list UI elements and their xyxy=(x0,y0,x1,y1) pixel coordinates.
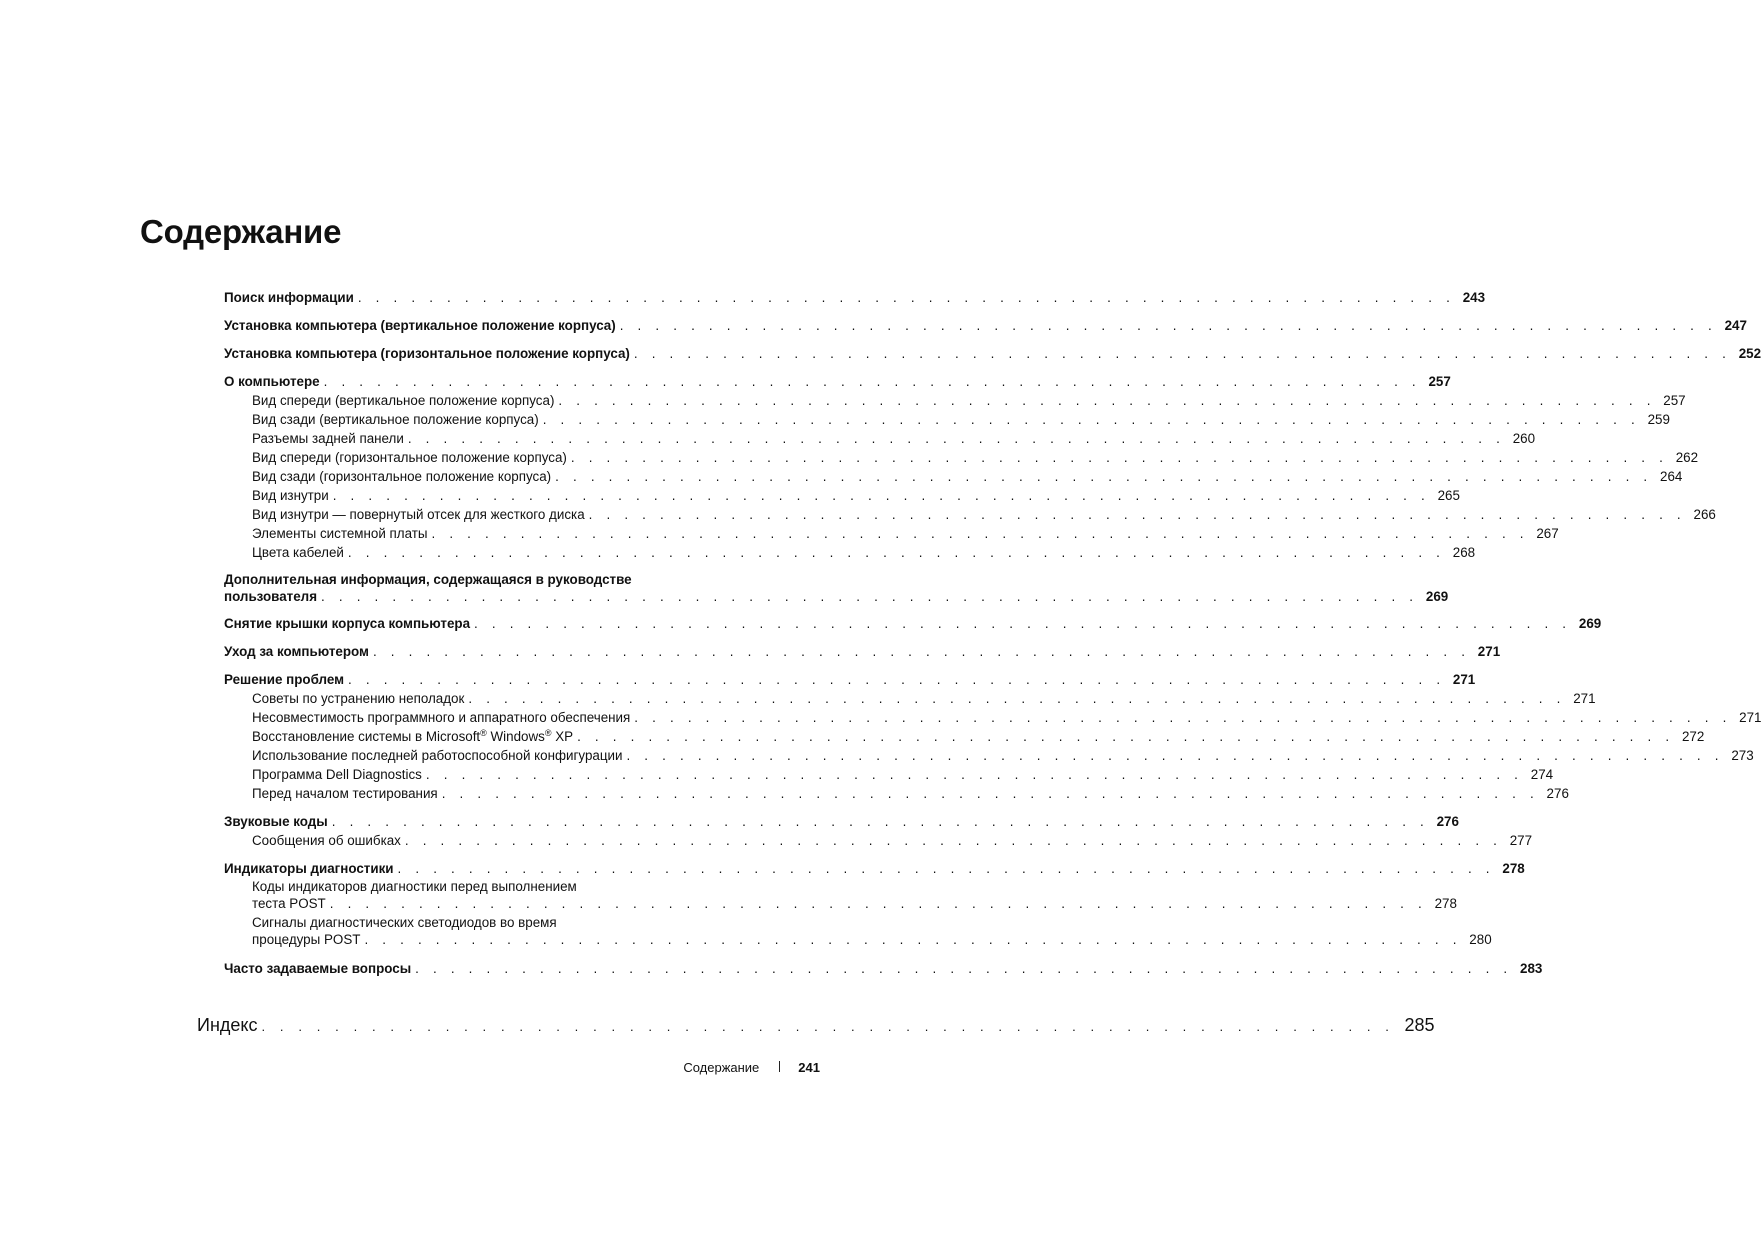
toc-entry-page: 276 xyxy=(1546,786,1569,801)
dot-leader: . . . . . . . . . . . . . . . . . . . . . . . . . . . . . . . . . . . . . . . . . . . . . . . . . . . . . . . . . . . . . . xyxy=(619,318,1717,333)
toc-entry-label: Советы по устранению неполадок xyxy=(252,691,465,706)
dot-leader: . . . . . . . . . . . . . . . . . . . . . . . . . . . . . . . . . . . . . . . . . . . . . . . . . . . . . . . . . . . . . . xyxy=(542,412,1640,427)
toc-entry[interactable] xyxy=(224,316,1747,335)
toc-entry-label: Вид изнутри — повернутый отсек для жесткого диска xyxy=(252,507,585,522)
toc-entry-label: Индикаторы диагностики xyxy=(224,861,394,876)
toc-subentry[interactable] xyxy=(224,467,1683,486)
footer-section-name: Содержание xyxy=(683,1060,760,1075)
toc-entry-label: Цвета кабелей xyxy=(252,545,344,560)
toc-entry-label-line1: Дополнительная информация, содержащаяся в руководстве xyxy=(224,572,632,587)
toc-subentry[interactable] xyxy=(224,429,1536,448)
toc-entry-label: Вид спереди (вертикальное положение корпуса) xyxy=(252,393,555,408)
toc-entry-label: Программа Dell Diagnostics xyxy=(252,767,422,782)
toc-subentry[interactable] xyxy=(224,746,1754,765)
dot-leader: . . . . . . . . . . . . . . . . . . . . . . . . . . . . . . . . . . . . . . . . . . . . . . . . . . . . . . . . . . . . . . xyxy=(415,961,1513,976)
toc-entry-label: Вид спереди (горизонтальное положение корпуса) xyxy=(252,450,567,465)
dot-leader: . . . . . . . . . . . . . . . . . . . . . . . . . . . . . . . . . . . . . . . . . . . . . . . . . . . . . . . . . . . . . . xyxy=(323,374,1421,389)
toc-entry-page: 278 xyxy=(1434,896,1457,911)
toc-subentry[interactable] xyxy=(224,727,1705,746)
toc-entry-page: 268 xyxy=(1452,545,1476,560)
toc-entry-label xyxy=(252,727,573,746)
dot-leader: . . . . . . . . . . . . . . . . . . . . . . . . . . . . . . . . . . . . . . . . . . . . . . . . . . . . . . . . . . . . . . xyxy=(588,507,1686,522)
dot-leader: . . . . . . . . . . . . . . . . . . . . . . . . . . . . . . . . . . . . . . . . . . . . . . . . . . . . . . . . . . . . . . xyxy=(425,767,1524,782)
toc-subentry[interactable] xyxy=(224,689,1596,708)
toc-entry-label-line2: пользователя xyxy=(224,589,318,604)
toc-entry-page: 267 xyxy=(1536,526,1559,541)
footer-page-number: 241 xyxy=(798,1060,820,1075)
dot-leader: . . . . . . . . . . . . . . . . . . . . . . . . . . . . . . . . . . . . . . . . . . . . . . . . . . . . . . . . . . . . . . xyxy=(431,526,1529,541)
dot-leader: . . . . . . . . . . . . . . . . . . . . . . . . . . . . . . . . . . . . . . . . . . . . . . . . . . . . . . . . . . . . . . xyxy=(348,672,1446,687)
toc-entry[interactable] xyxy=(224,812,1459,831)
toc-entry-label: Поиск информации xyxy=(224,290,354,305)
toc-entry-label-line2: процедуры POST xyxy=(252,932,361,947)
index-page: 285 xyxy=(1404,1015,1435,1035)
toc-entry-label: Вид сзади (горизонтальное положение корпуса) xyxy=(252,469,552,484)
toc-entry-page: 277 xyxy=(1509,833,1533,848)
toc-entry-label: Несовместимость программного и аппаратного обеспечения xyxy=(252,710,631,725)
toc-entry-page: 252 xyxy=(1738,346,1762,361)
toc-entry-page: 271 xyxy=(1739,710,1762,725)
toc-entry-label: Часто задаваемые вопросы xyxy=(224,961,412,976)
footer-divider xyxy=(779,1061,780,1072)
toc-entry-label: Разъемы задней панели xyxy=(252,431,404,446)
toc-entry-page: 283 xyxy=(1520,961,1543,976)
dot-leader: . . . . . . . . . . . . . . . . . . . . . . . . . . . . . . . . . . . . . . . . . . . . . . . . . . . . . . . . . . . . . . xyxy=(468,691,1566,706)
toc-entry-page: 280 xyxy=(1469,932,1492,947)
toc-entry-page: 274 xyxy=(1530,767,1554,782)
dot-leader: . . . . . . . . . . . . . . . . . . . . . . . . . . . . . . . . . . . . . . . . . . . . . . . . . . . . . . . . . . . . . . xyxy=(626,748,1724,763)
toc-entry-page: 264 xyxy=(1660,469,1683,484)
toc-entry-page: 262 xyxy=(1675,450,1699,465)
toc-text-part: Восстановление системы в Microsoft xyxy=(252,729,481,744)
toc-entry-label: Вид изнутри xyxy=(252,488,329,503)
toc-entry-page: 269 xyxy=(1578,616,1602,631)
toc-entry[interactable] xyxy=(224,959,1543,978)
dot-leader: . . . . . . . . . . . . . . . . . . . . . . . . . . . . . . . . . . . . . . . . . . . . . . . . . . . . . . . . . . . . . . xyxy=(397,861,1495,876)
toc-entry-page: 266 xyxy=(1693,507,1716,522)
toc-entry-page: 259 xyxy=(1647,412,1670,427)
toc-entry-page: 276 xyxy=(1436,814,1459,829)
dot-leader: . . . . . . . . . . . . . . . . . . . . . . . . . . . . . . . . . . . . . . . . . . . . . . . . . . . . . . . . . . . . . . xyxy=(633,346,1732,361)
toc-subentry[interactable] xyxy=(224,784,1569,803)
toc-entry-label: Сообщения об ошибках xyxy=(252,833,401,848)
toc-subentry[interactable] xyxy=(224,448,1699,467)
toc-entry-page: 271 xyxy=(1452,672,1476,687)
toc-entry-page: 260 xyxy=(1512,431,1536,446)
toc-entry[interactable] xyxy=(224,642,1501,661)
toc-entry-label: Элементы системной платы xyxy=(252,526,428,541)
toc-subentry[interactable] xyxy=(224,524,1559,543)
registered-mark: ® xyxy=(544,728,552,738)
toc-subentry[interactable] xyxy=(224,831,1533,850)
toc-entry-page: 265 xyxy=(1437,488,1460,503)
dot-leader: . . . . . . . . . . . . . . . . . . . . . . . . . . . . . . . . . . . . . . . . . . . . . . . . . . . . . . . . . . . . . . xyxy=(474,616,1572,631)
toc-subentry[interactable] xyxy=(224,391,1686,410)
dot-leader: . . . . . . . . . . . . . . . . . . . . . . . . . . . . . . . . . . . . . . . . . . . . . . . . . . . . . . . . . . . . . . xyxy=(357,290,1456,305)
toc-entry-page: 271 xyxy=(1477,644,1501,659)
toc-entry-page: 271 xyxy=(1573,691,1596,706)
toc-entry-page: 257 xyxy=(1428,374,1451,389)
toc-subentry[interactable] xyxy=(224,486,1460,505)
toc-subentry-wrapped[interactable] xyxy=(224,878,1457,912)
dot-leader: . . . . . . . . . . . . . . . . . . . . . . . . . . . . . . . . . . . . . . . . . . . . . . . . . . . . . . . . . . . . . . xyxy=(321,589,1419,604)
toc-text-part: XP xyxy=(551,729,574,744)
toc-entry-label: Уход за компьютером xyxy=(224,644,369,659)
toc-subentry[interactable] xyxy=(224,708,1762,727)
toc-entry-label: Установка компьютера (горизонтальное положение корпуса) xyxy=(224,346,630,361)
toc-entry-label: Снятие крышки корпуса компьютера xyxy=(224,616,471,631)
index-entry[interactable] xyxy=(197,1014,1435,1038)
toc-entry[interactable] xyxy=(224,670,1476,689)
dot-leader: . . . . . . . . . . . . . . . . . . . . . . . . . . . . . . . . . . . . . . . . . . . . . . . . . . . . . . . . . . . . . . xyxy=(570,450,1669,465)
toc-entry[interactable] xyxy=(224,344,1762,363)
toc-entry-label-line2: теста POST xyxy=(252,896,326,911)
dot-leader: . . . . . . . . . . . . . . . . . . . . . . . . . . . . . . . . . . . . . . . . . . . . . . . . . . . . . . . . . . . . . . xyxy=(634,710,1732,725)
toc-entry[interactable] xyxy=(224,372,1451,391)
toc-entry-label: Звуковые коды xyxy=(224,814,328,829)
toc-entry-page: 273 xyxy=(1731,748,1754,763)
dot-leader: . . . . . . . . . . . . . . . . . . . . . . . . . . . . . . . . . . . . . . . . . . . . . . . . . . . . . . . . . . . . . . xyxy=(372,644,1471,659)
dot-leader: . . . . . . . . . . . . . . . . . . . . . . . . . . . . . . . . . . . . . . . . . . . . . . . . . . . . . . . . . . . . . . xyxy=(329,896,1427,911)
dot-leader: . . . . . . . . . . . . . . . . . . . . . . . . . . . . . . . . . . . . . . . . . . . . . . . . . . . . . . . . . . . . . . xyxy=(261,1019,1395,1034)
toc-entry-label-line1: Сигналы диагностических светодиодов во время xyxy=(252,915,557,930)
table-of-contents xyxy=(224,288,1762,978)
toc-entry[interactable] xyxy=(224,288,1486,307)
toc-subentry[interactable] xyxy=(224,505,1716,524)
toc-subentry-wrapped[interactable] xyxy=(224,914,1492,948)
page-title: Содержание xyxy=(140,213,342,250)
toc-subentry[interactable] xyxy=(224,410,1670,429)
dot-leader: . . . . . . . . . . . . . . . . . . . . . . . . . . . . . . . . . . . . . . . . . . . . . . . . . . . . . . . . . . . . . . xyxy=(332,488,1430,503)
toc-entry-page: 243 xyxy=(1462,290,1486,305)
toc-entry-label: Вид сзади (вертикальное положение корпуса) xyxy=(252,412,539,427)
toc-entry[interactable] xyxy=(224,859,1525,878)
toc-text-part: Windows xyxy=(486,729,545,744)
dot-leader: . . . . . . . . . . . . . . . . . . . . . . . . . . . . . . . . . . . . . . . . . . . . . . . . . . . . . . . . . . . . . . xyxy=(441,786,1539,801)
page-footer xyxy=(600,1060,820,1075)
toc-entry-wrapped[interactable] xyxy=(224,571,1449,605)
toc-entry-page: 247 xyxy=(1724,318,1747,333)
dot-leader: . . . . . . . . . . . . . . . . . . . . . . . . . . . . . . . . . . . . . . . . . . . . . . . . . . . . . . . . . . . . . . xyxy=(364,932,1462,947)
toc-entry[interactable] xyxy=(224,614,1602,633)
dot-leader: . . . . . . . . . . . . . . . . . . . . . . . . . . . . . . . . . . . . . . . . . . . . . . . . . . . . . . . . . . . . . . xyxy=(558,393,1656,408)
toc-subentry[interactable] xyxy=(224,765,1554,784)
toc-entry-page: 257 xyxy=(1663,393,1686,408)
toc-entry-label: Решение проблем xyxy=(224,672,345,687)
index-label: Индекс xyxy=(197,1015,258,1035)
toc-entry-label: Установка компьютера (вертикальное положение корпуса) xyxy=(224,318,616,333)
toc-subentry[interactable] xyxy=(224,543,1476,562)
dot-leader: . . . . . . . . . . . . . . . . . . . . . . . . . . . . . . . . . . . . . . . . . . . . . . . . . . . . . . . . . . . . . . xyxy=(407,431,1506,446)
toc-entry-label: Перед началом тестирования xyxy=(252,786,438,801)
toc-entry-page: 269 xyxy=(1425,589,1449,604)
toc-entry-label: О компьютере xyxy=(224,374,320,389)
dot-leader: . . . . . . . . . . . . . . . . . . . . . . . . . . . . . . . . . . . . . . . . . . . . . . . . . . . . . . . . . . . . . . xyxy=(331,814,1429,829)
toc-entry-label-line1: Коды индикаторов диагностики перед выполнением xyxy=(252,879,577,894)
dot-leader: . . . . . . . . . . . . . . . . . . . . . . . . . . . . . . . . . . . . . . . . . . . . . . . . . . . . . . . . . . . . . . xyxy=(577,729,1675,744)
dot-leader: . . . . . . . . . . . . . . . . . . . . . . . . . . . . . . . . . . . . . . . . . . . . . . . . . . . . . . . . . . . . . . xyxy=(555,469,1653,484)
toc-entry-page: 278 xyxy=(1502,861,1525,876)
toc-entry-page: 272 xyxy=(1681,729,1705,744)
dot-leader: . . . . . . . . . . . . . . . . . . . . . . . . . . . . . . . . . . . . . . . . . . . . . . . . . . . . . . . . . . . . . . xyxy=(347,545,1446,560)
registered-mark: ® xyxy=(480,728,487,738)
dot-leader: . . . . . . . . . . . . . . . . . . . . . . . . . . . . . . . . . . . . . . . . . . . . . . . . . . . . . . . . . . . . . . xyxy=(404,833,1503,848)
toc-entry-label: Использование последней работоспособной конфигурации xyxy=(252,748,623,763)
